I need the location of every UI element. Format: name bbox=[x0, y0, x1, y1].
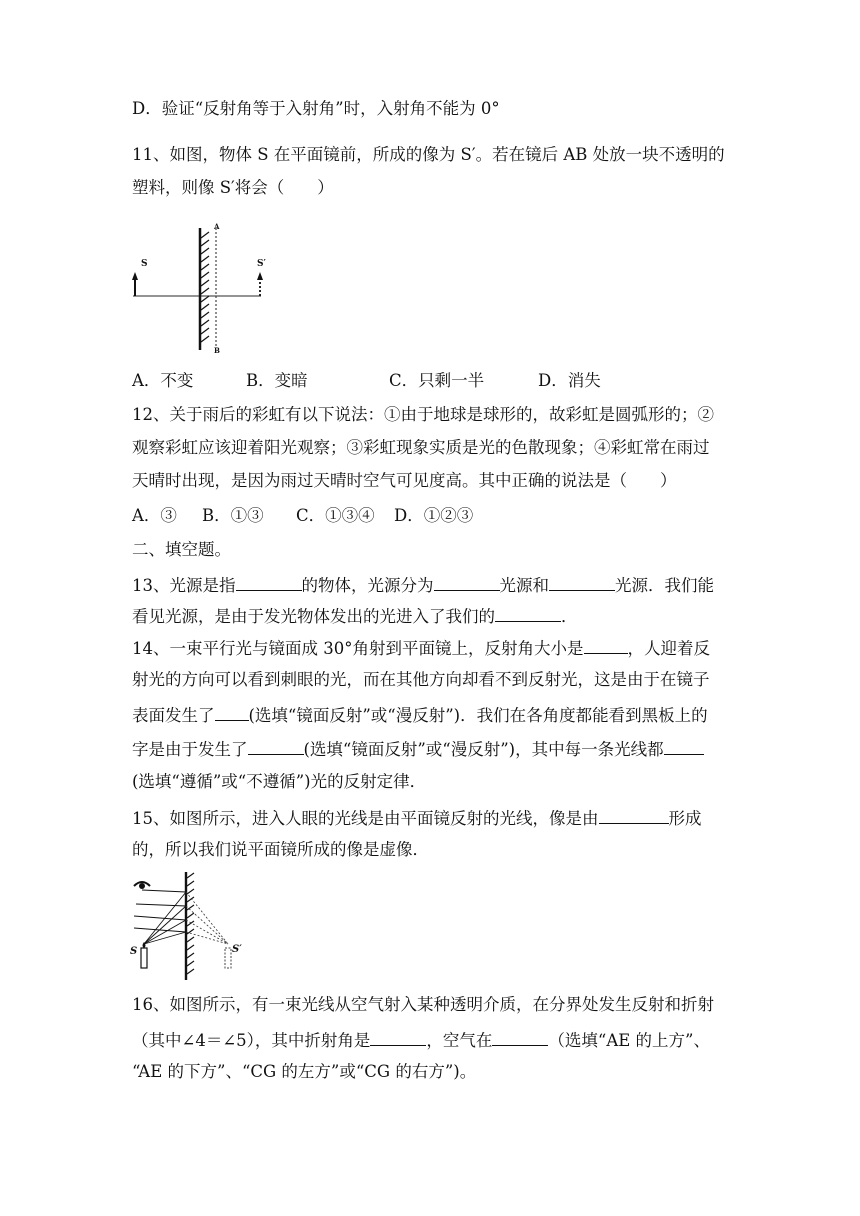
blank-16-1[interactable] bbox=[370, 1028, 426, 1046]
question-16-line-3: “AE 的下方”、“CG 的左方”或“CG 的右方”)。 bbox=[132, 1062, 477, 1081]
label-b: B bbox=[214, 346, 220, 354]
q11-option-c: C．只剩一半 bbox=[389, 371, 485, 390]
question-14-line-1: 14、一束平行光与镜面成 30°角射到平面镜上，反射角大小是 ，人迎着反 bbox=[132, 636, 710, 660]
label-s-prime: S′ bbox=[232, 944, 242, 955]
q11-option-b: B．变暗 bbox=[246, 371, 308, 390]
blank-14-1[interactable] bbox=[584, 636, 628, 654]
blank-13-4[interactable] bbox=[495, 604, 561, 622]
section-2-heading: 二、填空题。 bbox=[132, 540, 231, 559]
blank-15-1[interactable] bbox=[599, 806, 669, 824]
question-15-line-1: 15、如图所示，进入人眼的光线是由平面镜反射的光线，像是由 形成 bbox=[132, 806, 702, 830]
question-14-line-2: 射光的方向可以看到刺眼的光，而在其他方向却看不到反射光，这是由于在镜子 bbox=[132, 670, 710, 689]
blank-14-3[interactable] bbox=[248, 737, 304, 755]
q11-option-d: D．消失 bbox=[538, 371, 601, 390]
q12-option-c: C．①③④ bbox=[296, 506, 375, 525]
question-15-line-2: 的，所以我们说平面镜所成的像是虚像． bbox=[132, 840, 429, 859]
blank-14-2[interactable] bbox=[215, 703, 249, 721]
question-13-line-2: 看见光源，是由于发光物体发出的光进入了我们的 ． bbox=[132, 604, 578, 628]
question-12-line-3: 天晴时出现，是因为雨过天晴时空气可见度高。其中正确的说法是（ ） bbox=[132, 471, 677, 490]
mirror-hatching bbox=[201, 232, 209, 342]
object-arrowhead bbox=[132, 272, 138, 280]
question-14-line-5: (选填“遵循”或“不遵循”)光的反射定律． bbox=[132, 772, 427, 791]
q12-option-d: D．①②③ bbox=[394, 506, 474, 525]
mirror-figure-q11 bbox=[128, 222, 278, 354]
blank-14-4[interactable] bbox=[664, 737, 704, 755]
option-d-line: D．验证“反射角等于入射角”时，入射角不能为 0° bbox=[132, 99, 500, 118]
q12-option-a: A．③ bbox=[132, 506, 177, 525]
question-11-line-2: 塑料，则像 S′将会（ ） bbox=[132, 178, 334, 197]
question-14-line-3: 表面发生了 (选填“镜面反射”或“漫反射”)．我们在各角度都能看到黑板上的 bbox=[132, 703, 708, 727]
virtual-rays bbox=[186, 892, 228, 944]
q11-option-a: A．不变 bbox=[132, 371, 194, 390]
question-11-line-1: 11、如图，物体 S 在平面镜前，所成的像为 S′。若在镜后 AB 处放一块不透明的 bbox=[132, 145, 725, 164]
q12-option-b: B．①③ bbox=[202, 506, 264, 525]
label-s: S bbox=[130, 946, 138, 957]
mirror-figure-q15 bbox=[128, 870, 246, 982]
image-arrowhead bbox=[257, 272, 263, 280]
question-12-line-1: 12、关于雨后的彩虹有以下说法：①由于地球是球形的，故彩虹是圆弧形的；② bbox=[132, 405, 714, 424]
question-13-line-1: 13、光源是指 的物体，光源分为 光源和 光源．我们能 bbox=[132, 573, 714, 597]
question-16-line-2: （其中∠4＝∠5），其中折射角是 ，空气在 （选填“AE 的上方”、 bbox=[132, 1028, 710, 1052]
candle-object bbox=[141, 948, 147, 968]
blank-16-2[interactable] bbox=[492, 1028, 548, 1046]
blank-13-1[interactable] bbox=[236, 573, 302, 591]
blank-13-3[interactable] bbox=[549, 573, 615, 591]
label-s-prime: S′ bbox=[257, 259, 266, 269]
label-a: A bbox=[214, 222, 220, 231]
question-16-line-1: 16、如图所示，有一束光线从空气射入某种透明介质，在分界处发生反射和折射 bbox=[132, 995, 714, 1014]
question-14-line-4: 字是由于发生了 (选填“镜面反射”或“漫反射”)，其中每一条光线都 bbox=[132, 737, 704, 761]
mirror-hatching bbox=[187, 873, 194, 974]
candle-image bbox=[225, 948, 231, 968]
label-s: S bbox=[141, 259, 148, 269]
question-12-line-2: 观察彩虹应该迎着阳光观察；③彩虹现象实质是光的色散现象；④彩虹常在雨过 bbox=[132, 438, 710, 457]
reflected-rays bbox=[134, 890, 186, 932]
blank-13-2[interactable] bbox=[434, 573, 500, 591]
